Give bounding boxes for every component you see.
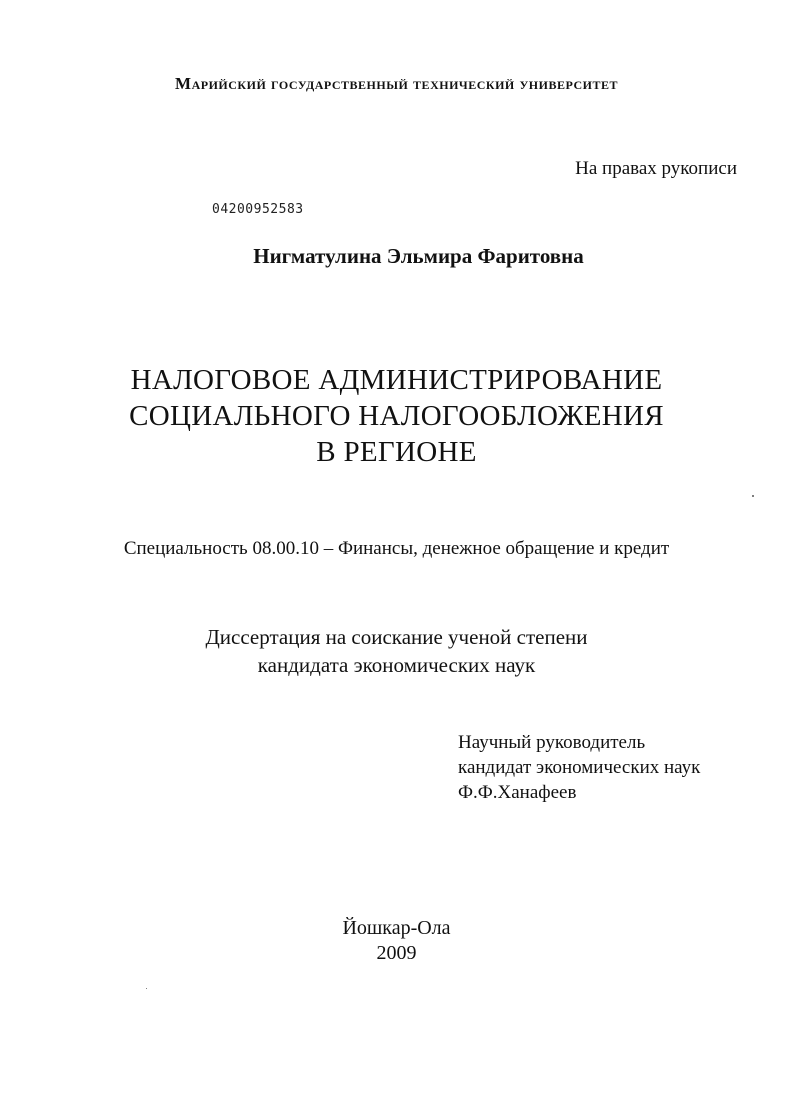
- catalog-code: 04200952583: [212, 202, 304, 217]
- title-line-2: СОЦИАЛЬНОГО НАЛОГООБЛОЖЕНИЯ: [129, 400, 664, 432]
- supervisor-role: Научный руководитель: [458, 732, 646, 753]
- year: 2009: [376, 942, 417, 964]
- degree-statement-line-2: кандидата экономических наук: [257, 653, 536, 677]
- title-line-1: НАЛОГОВОЕ АДМИНИСТРИРОВАНИЕ: [130, 364, 663, 396]
- degree-statement-line-1: Диссертация на соискание ученой степени: [205, 625, 588, 649]
- specialty-line: Специальность 08.00.10 – Финансы, денежное обращение и кредит: [123, 538, 670, 559]
- supervisor-block: [458, 730, 700, 805]
- degree-statement: [0, 623, 793, 679]
- place-and-year: [0, 916, 793, 966]
- author-name: Нигматулина Эльмира Фаритовна: [253, 244, 584, 268]
- university-name: Марийский государственный технический университет: [175, 74, 618, 93]
- city-name: Йошкар-Ола: [342, 917, 451, 939]
- scan-speck: [146, 988, 147, 989]
- dissertation-title: [0, 362, 793, 470]
- supervisor-name: Ф.Ф.Ханафеев: [458, 782, 577, 803]
- scan-speck: [752, 495, 754, 497]
- title-line-3: В РЕГИОНЕ: [316, 436, 477, 468]
- manuscript-rights-note: На правах рукописи: [575, 158, 737, 179]
- supervisor-degree: кандидат экономических наук: [458, 757, 701, 778]
